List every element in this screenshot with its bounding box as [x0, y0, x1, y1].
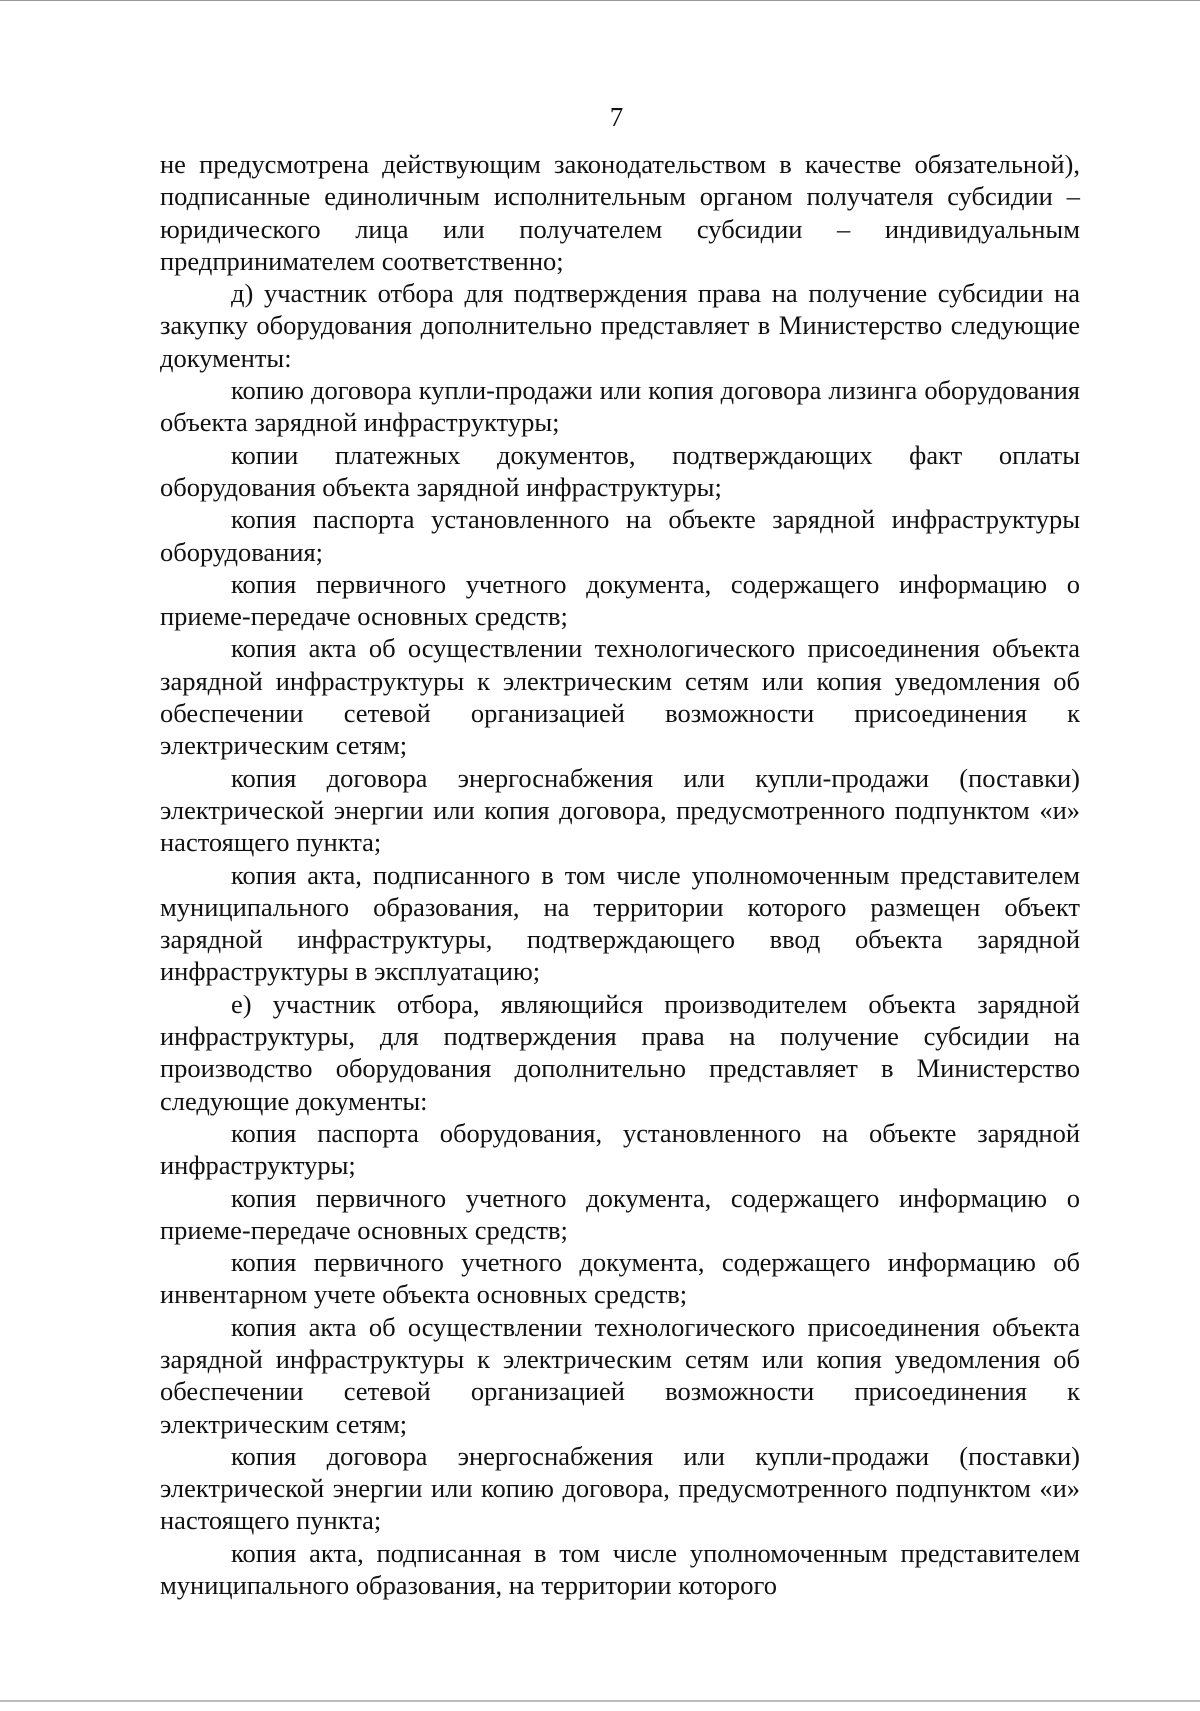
paragraph: копия акта, подписанная в том числе уполномоченным представителем муниципального образования, на территории которого	[160, 1537, 1080, 1601]
paragraph: копия акта об осуществлении технологического присоединения объекта зарядной инфраструктуры к электрическим сетям или копия уведомления об обеспечении сетевой организацией возможности присоединения к электрическим сетям;	[160, 633, 1080, 761]
paragraph: копия акта, подписанного в том числе уполномоченным представителем муниципального образования, на территории которого размещен объект зарядной инфраструктуры, подтверждающего ввод объекта зарядной инфраструктуры в эксплуатацию;	[160, 859, 1080, 987]
page-top-edge	[0, 0, 1200, 1]
paragraph: копия акта об осуществлении технологического присоединения объекта зарядной инфраструктуры к электрическим сетям или копия уведомления об обеспечении сетевой организацией возможности присоединения к электрическим сетям;	[160, 1311, 1080, 1439]
paragraph: копия первичного учетного документа, содержащего информацию о приеме-передаче основных средств;	[160, 1182, 1080, 1245]
paragraph: не предусмотрена действующим законодательством в качестве обязательной), подписанные единоличным исполнительным органом получателя субсидии – юридического лица или получателем субсидии – индивидуальным предпринимателем соответственно;	[160, 149, 1080, 276]
paragraph: копия договора энергоснабжения или купли-продажи (поставки) электрической энергии или копия договора, предусмотренного подпунктом «и» настоящего пункта;	[160, 762, 1080, 858]
paragraph: копия первичного учетного документа, содержащего информацию о приеме-передаче основных средств;	[160, 568, 1080, 632]
paragraph: копия паспорта оборудования, установленного на объекте зарядной инфраструктуры;	[160, 1117, 1080, 1181]
document-body	[160, 148, 1080, 1601]
paragraph: копия договора энергоснабжения или купли-продажи (поставки) электрической энергии или копию договора, предусмотренного подпунктом «и» настоящего пункта;	[160, 1440, 1080, 1536]
page-number: 7	[609, 102, 624, 132]
paragraph: копии платежных документов, подтверждающих факт оплаты оборудования объекта зарядной инфраструктуры;	[160, 439, 1080, 502]
paragraph: копию договора купли-продажи или копия договора лизинга оборудования объекта зарядной инфраструктуры;	[160, 375, 1080, 438]
paragraph: е) участник отбора, являющийся производителем объекта зарядной инфраструктуры, для подтверждения права на получение субсидии на производство оборудования дополнительно представляет в Министерство следующие документы:	[160, 988, 1080, 1116]
paragraph: копия паспорта установленного на объекте зарядной инфраструктуры оборудования;	[160, 504, 1080, 567]
paragraph: копия первичного учетного документа, содержащего информацию об инвентарном учете объекта основных средств;	[160, 1247, 1080, 1310]
paragraph: д) участник отбора для подтверждения права на получение субсидии на закупку оборудования дополнительно представляет в Министерство следующие документы:	[160, 278, 1080, 373]
page-bottom-edge	[0, 1700, 1200, 1702]
